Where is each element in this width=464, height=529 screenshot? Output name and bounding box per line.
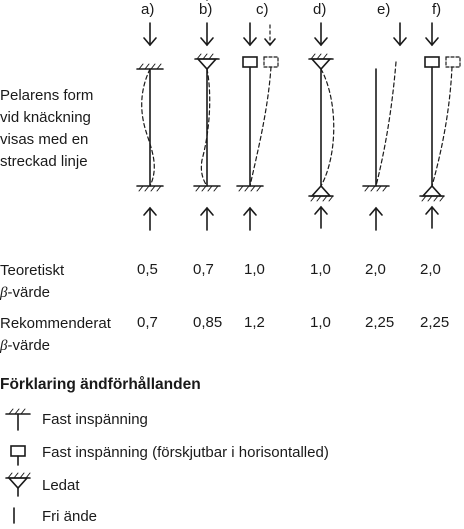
case-label-b: b) bbox=[199, 1, 213, 18]
recommended-value-b: 0,85 bbox=[193, 314, 223, 331]
recommended-value-e: 2,25 bbox=[365, 314, 395, 331]
beta-symbol: β bbox=[0, 285, 8, 301]
legend-label-pinned: Ledat bbox=[42, 477, 80, 494]
caption-line-4: streckad linje bbox=[0, 153, 88, 170]
caption-line-2: vid knäckning bbox=[0, 109, 91, 126]
column-c bbox=[237, 23, 278, 230]
recommended-value-a: 0,7 bbox=[137, 314, 158, 331]
recommended-value-c: 1,2 bbox=[244, 314, 265, 331]
row-label-line: Teoretiskt bbox=[0, 262, 65, 279]
left-caption bbox=[0, 85, 93, 173]
case-label-f: f) bbox=[432, 1, 442, 18]
theoretical-value-a: 0,5 bbox=[137, 261, 158, 278]
case-label-a: a) bbox=[141, 1, 155, 18]
legend-label-fixed: Fast inspänning bbox=[42, 411, 148, 428]
case-label-e: e) bbox=[377, 1, 391, 18]
recommended-value-d: 1,0 bbox=[310, 314, 331, 331]
row-label-recommended bbox=[0, 313, 111, 357]
theoretical-value-f: 2,0 bbox=[420, 261, 441, 278]
row-label-beta-line bbox=[0, 282, 64, 304]
caption-line-1: Pelarens form bbox=[0, 87, 94, 104]
legend-label-free-end: Fri ände bbox=[42, 508, 98, 525]
legend-title: Förklaring ändförhållanden bbox=[0, 376, 201, 393]
row-label-line: Rekommenderat bbox=[0, 315, 111, 332]
theoretical-value-b: 0,7 bbox=[193, 261, 214, 278]
legend-label-sliding-fixed: Fast inspänning (förskjutbar i horisontalled) bbox=[42, 444, 329, 461]
theoretical-value-e: 2,0 bbox=[365, 261, 386, 278]
column-f bbox=[420, 23, 460, 228]
row-label-beta-line bbox=[0, 335, 111, 357]
pinned-support-icon bbox=[198, 59, 216, 69]
legend-icons bbox=[6, 409, 30, 523]
column-e bbox=[363, 23, 406, 230]
case-label-d: d) bbox=[313, 1, 327, 18]
beta-symbol: β bbox=[0, 338, 8, 354]
beta-suffix: -värde bbox=[7, 337, 51, 354]
theoretical-value-d: 1,0 bbox=[310, 261, 331, 278]
column-d bbox=[309, 23, 334, 228]
sliding-fixed-support-icon bbox=[243, 57, 257, 67]
beta-suffix: -värde bbox=[7, 284, 51, 301]
column-a bbox=[137, 0, 207, 230]
theoretical-value-c: 1,0 bbox=[244, 261, 265, 278]
column-b bbox=[194, 23, 220, 230]
caption-line-3: visas med en bbox=[0, 131, 89, 148]
row-label-theoretical bbox=[0, 260, 64, 304]
recommended-value-f: 2,25 bbox=[420, 314, 450, 331]
case-label-c: c) bbox=[256, 1, 269, 18]
